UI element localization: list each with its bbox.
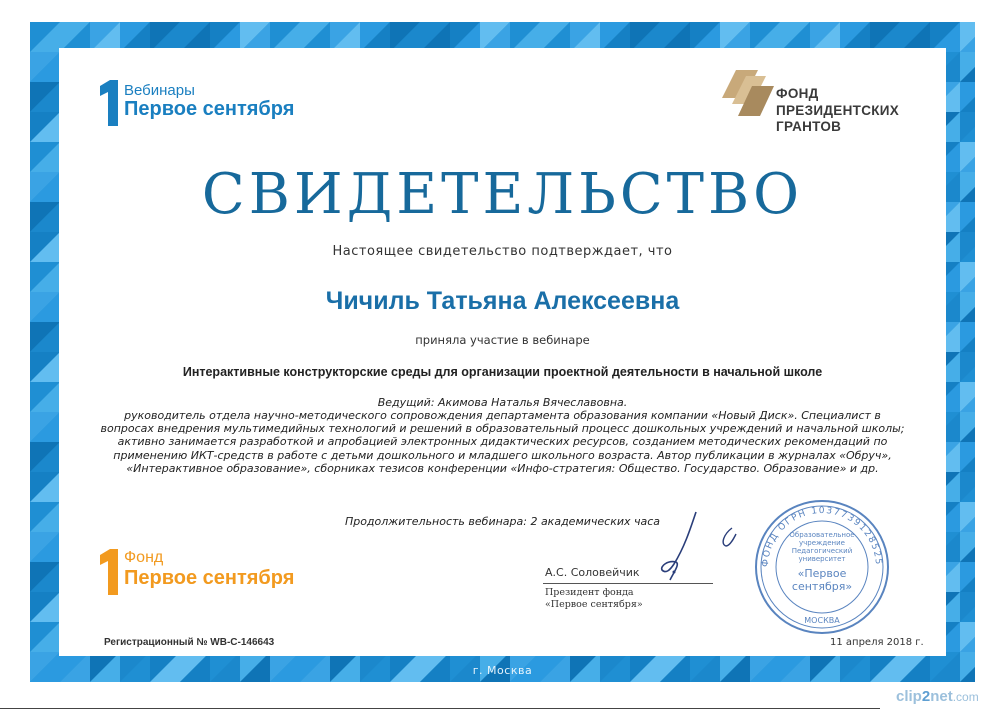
- divider-line: [0, 708, 880, 709]
- handwritten-signature: [640, 508, 750, 588]
- stamp-center-line: сентября»: [791, 580, 853, 593]
- official-stamp: [752, 497, 892, 637]
- watermark-part: net: [930, 688, 953, 705]
- clip2net-watermark: [896, 688, 979, 705]
- signer-name: А.С. Соловейчик: [545, 566, 640, 579]
- stamp-inner-line: Педагогический: [791, 547, 853, 555]
- grants-logo-line: ФОНД: [776, 86, 819, 101]
- grants-emblem-icon: [722, 70, 774, 120]
- webinars-logo: [96, 80, 306, 128]
- city: г. Москва: [472, 664, 533, 677]
- stamp-outer-text: ФОНД ОГРН 1037739128525: [760, 505, 884, 568]
- webinars-logo-line2: Первое сентября: [124, 98, 295, 120]
- certificate-title: СВИДЕТЕЛЬСТВО: [201, 162, 804, 227]
- stamp-center-line: «Первое: [797, 567, 847, 580]
- grants-logo-text: [776, 86, 899, 136]
- watermark-part: clip: [896, 688, 922, 705]
- stamp-inner-line: университет: [798, 555, 846, 563]
- watermark-part: 2: [921, 688, 931, 705]
- number-one-icon: [96, 80, 120, 126]
- stamp-inner-line: Образовательное: [789, 531, 855, 539]
- webinar-duration: Продолжительность вебинара: 2 академических часа: [344, 515, 661, 528]
- registration-number: Регистрационный № WB-C-146643: [104, 637, 275, 648]
- signature-line: [543, 583, 713, 584]
- fund-first-september-logo: [96, 549, 316, 597]
- signer-position-line2: «Первое сентября»: [545, 599, 643, 610]
- number-one-icon: [96, 549, 120, 595]
- presidential-grants-logo: [722, 70, 932, 140]
- stamp-inner-line: учреждение: [799, 539, 845, 547]
- grants-logo-line: ГРАНТОВ: [776, 119, 842, 134]
- webinars-logo-line1: Вебинары: [124, 82, 195, 99]
- fund-logo-line1: Фонд: [124, 549, 164, 566]
- webinar-title: Интерактивные конструкторские среды для организации проектной деятельности в начальной школе: [182, 365, 823, 379]
- took-part-text: приняла участие в вебинаре: [415, 333, 590, 347]
- stamp-bottom-text: МОСКВА: [804, 616, 840, 625]
- participant-name: Чичиль Татьяна Алексеевна: [325, 287, 680, 315]
- confirm-text: Настоящее свидетельство подтверждает, что: [332, 244, 673, 259]
- watermark-part: .com: [952, 690, 979, 704]
- signer-position-line1: Президент фонда: [545, 587, 634, 598]
- grants-logo-line: ПРЕЗИДЕНТСКИХ: [776, 102, 900, 118]
- host-name: Ведущий: Акимова Наталья Вячеславовна.: [377, 396, 628, 409]
- issue-date: 11 апреля 2018 г.: [830, 637, 924, 648]
- fund-logo-line2: Первое сентября: [124, 567, 295, 589]
- host-description: руководитель отдела научно-методического сопровождения департамента образования компании «Новый Диск». Специалист в вопросах внедрения мультимедийных технологий и решений в образовательный процесс дошкольных учреждений и начальной школы; активно занимается разработкой и апробацией электронных дидактических ресурсов, созданием методических рекомендаций по применению ИКТ-средств в работе с детьми дошкольного и младшего школьного возраста. Автор публикации в журналах «Обруч», «Интерактивное образование», сборниках тезисов конференции «Инфо-стратегия: Общество. Государство. Образование» и др.: [100, 409, 905, 475]
